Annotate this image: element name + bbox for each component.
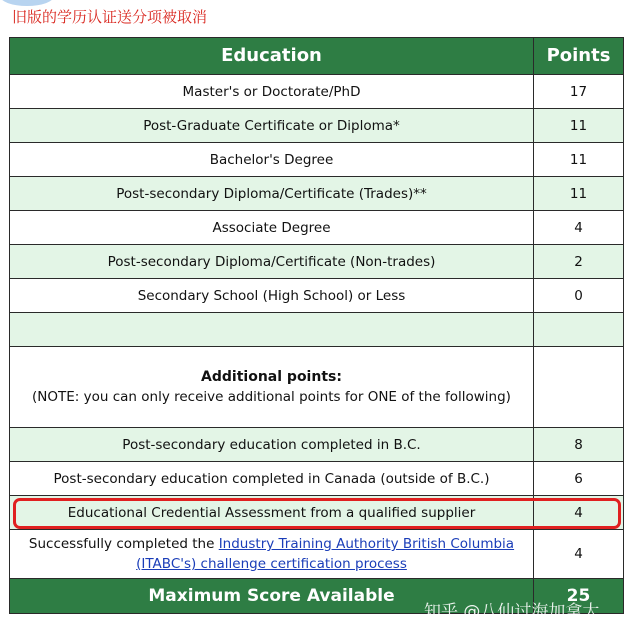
itabc-link[interactable]: Industry Training Authority British Columbia (ITABC's) challenge certification process <box>136 536 515 572</box>
additional-note: (NOTE: you can only receive additional points for ONE of the following) <box>32 389 511 405</box>
row-label: Post-secondary education completed in Canada (outside of B.C.) <box>10 462 534 496</box>
table-row <box>10 143 624 177</box>
row-points: 8 <box>534 428 624 462</box>
row-label: Post-secondary education completed in B.C. <box>10 428 534 462</box>
empty-cell <box>534 313 624 347</box>
table-row <box>10 75 624 109</box>
table-row <box>10 109 624 143</box>
table-row <box>10 177 624 211</box>
header-points: Points <box>534 38 624 75</box>
row-points: 4 <box>534 530 624 579</box>
row-label: Post-secondary Diploma/Certificate (Trades)** <box>10 177 534 211</box>
row-points: 11 <box>534 143 624 177</box>
empty-cell <box>10 313 534 347</box>
education-points-table <box>9 37 624 614</box>
table-row <box>10 279 624 313</box>
empty-row <box>10 313 624 347</box>
table-row <box>10 211 624 245</box>
row-points: 11 <box>534 177 624 211</box>
table-header <box>10 38 624 75</box>
itabc-prefix: Successfully completed the <box>28 536 219 552</box>
footer-label: Maximum Score Available <box>10 579 534 614</box>
empty-cell <box>534 347 624 428</box>
table-row <box>10 462 624 496</box>
additional-points-row <box>10 347 624 428</box>
row-label: Bachelor's Degree <box>10 143 534 177</box>
row-label: Secondary School (High School) or Less <box>10 279 534 313</box>
table-row-highlighted <box>10 496 624 530</box>
additional-points-cell <box>10 347 534 428</box>
itabc-row <box>10 530 624 579</box>
row-points: 0 <box>534 279 624 313</box>
row-label: Post-Graduate Certificate or Diploma* <box>10 109 534 143</box>
watermark-text: 知乎 @八仙过海加拿大 <box>424 602 600 622</box>
additional-title: Additional points: <box>201 369 342 385</box>
row-points: 11 <box>534 109 624 143</box>
row-points: 6 <box>534 462 624 496</box>
row-points: 4 <box>534 211 624 245</box>
header-education: Education <box>10 38 534 75</box>
row-points: 17 <box>534 75 624 109</box>
caption-text: 旧版的学历认证送分项被取消 <box>12 8 208 26</box>
row-label: Associate Degree <box>10 211 534 245</box>
table-row <box>10 428 624 462</box>
row-points: 2 <box>534 245 624 279</box>
row-label: Post-secondary Diploma/Certificate (Non-trades) <box>10 245 534 279</box>
itabc-cell <box>10 530 534 579</box>
row-points: 4 <box>534 496 624 530</box>
footer-points: 25 <box>534 579 624 614</box>
table-row <box>10 245 624 279</box>
row-label: Educational Credential Assessment from a qualified supplier <box>10 496 534 530</box>
row-label: Master's or Doctorate/PhD <box>10 75 534 109</box>
